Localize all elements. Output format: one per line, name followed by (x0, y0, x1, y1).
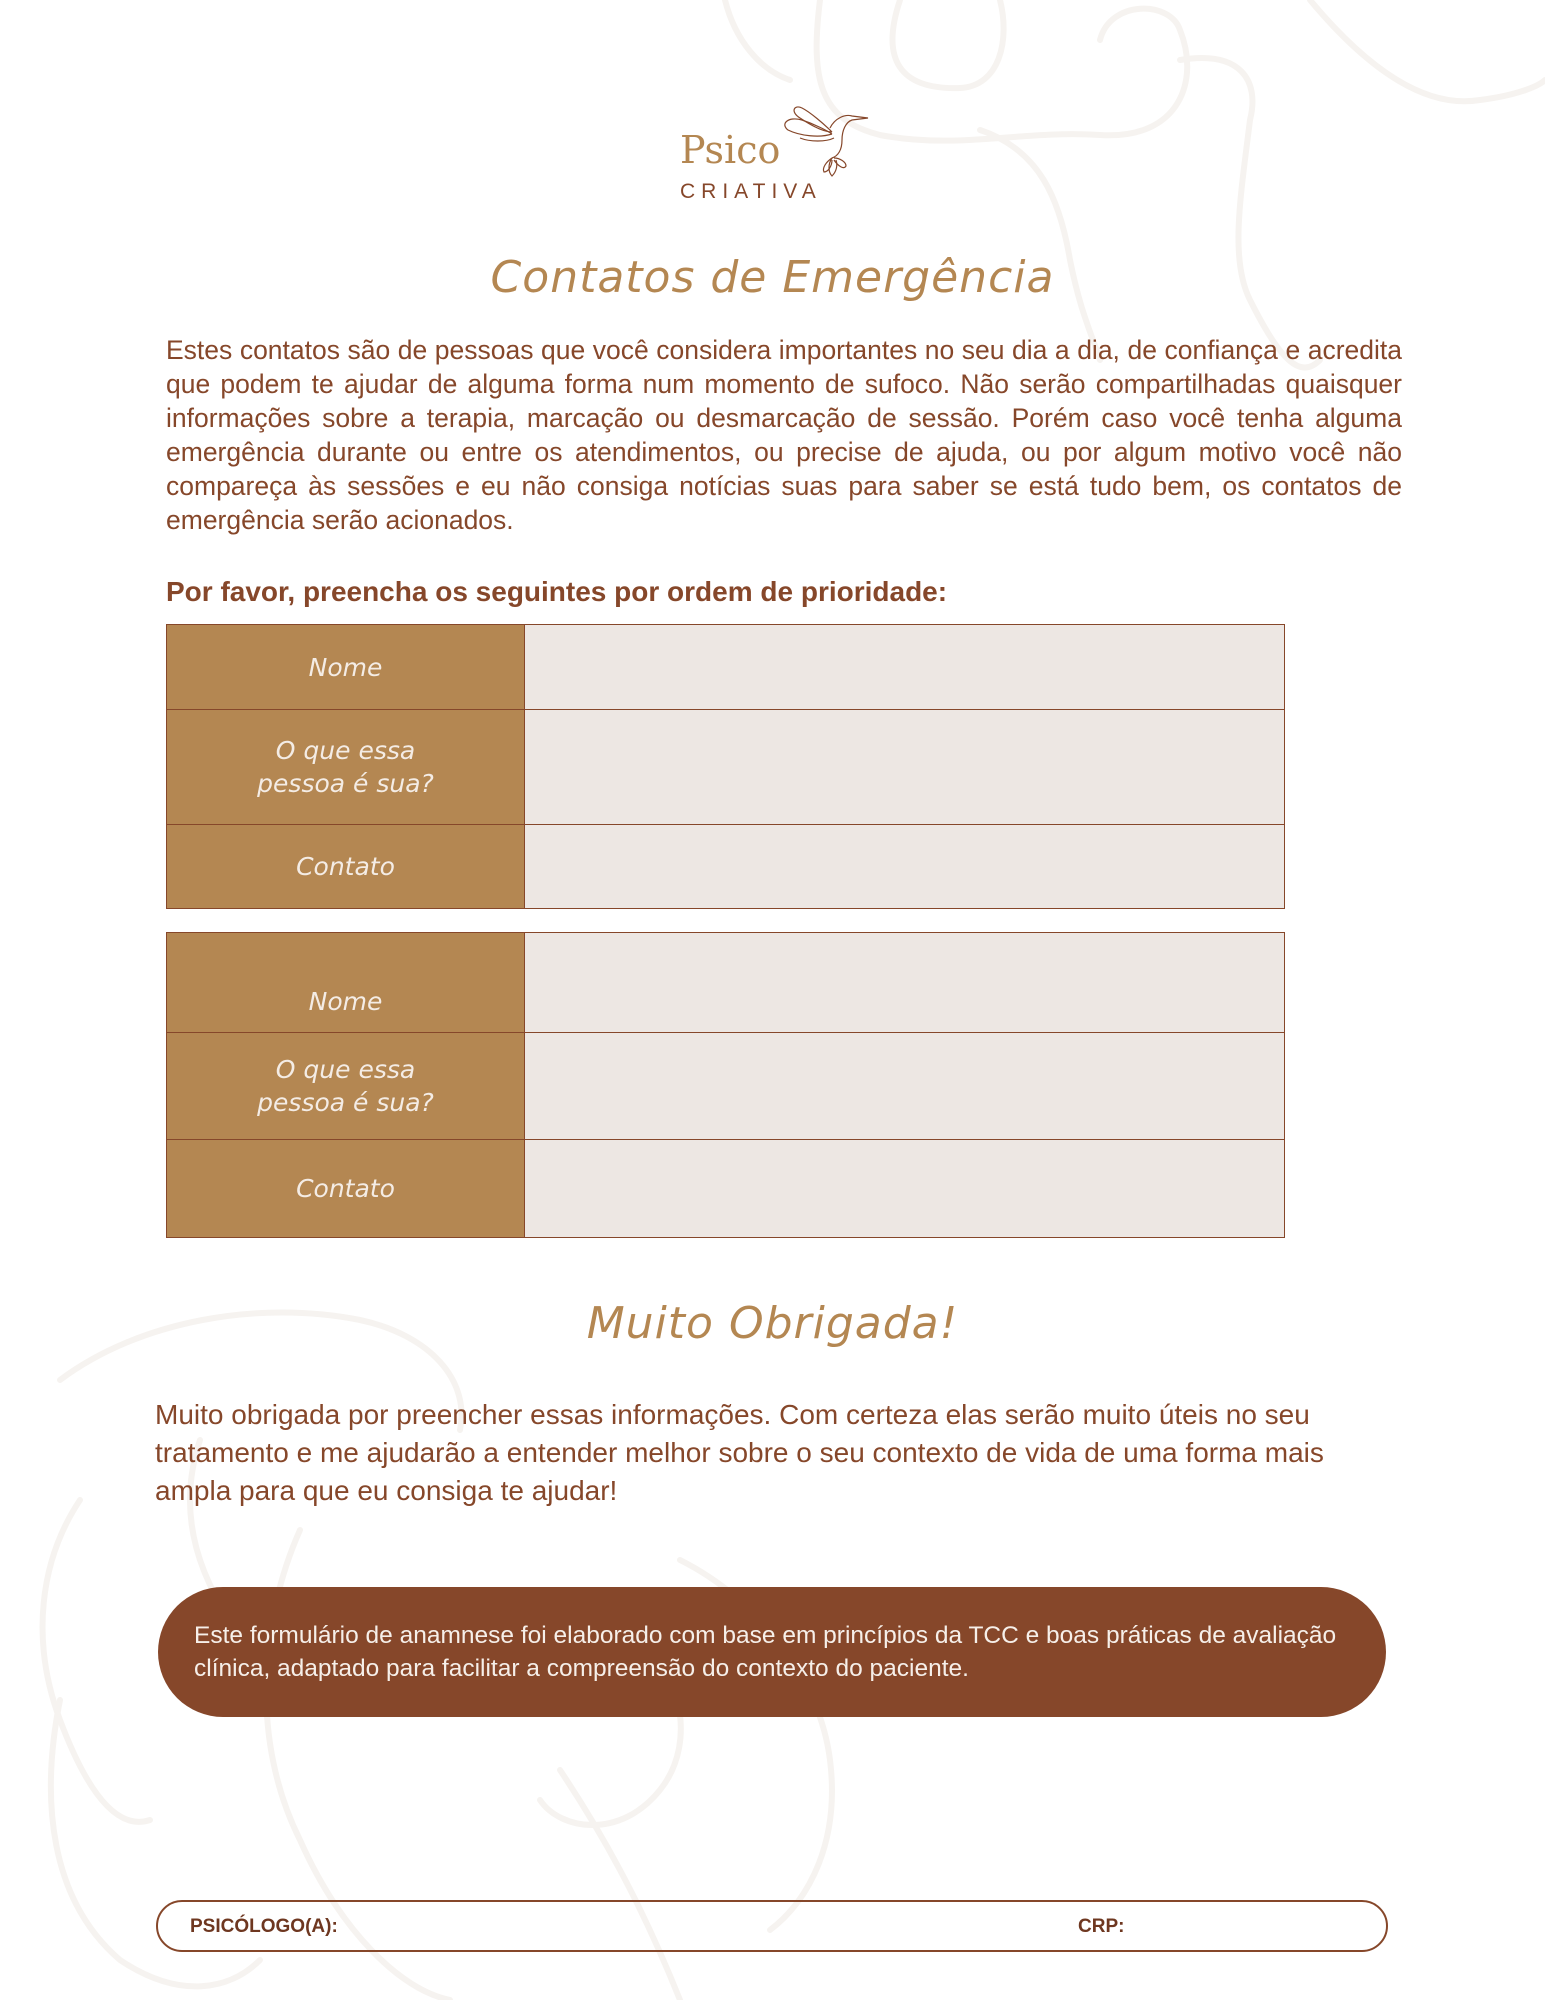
methodology-note-text: Este formulário de anamnese foi elaborado com base em princípios da TCC e boas práticas de avaliação clínica, adaptado para facilitar a compreensão do contexto do paciente. (194, 1622, 1337, 1682)
thanks-paragraph: Muito obrigada por preencher essas informações. Com certeza elas serão muito úteis no seu tratamento e me ajudarão a entender melhor sobre o seu contexto de vida de uma forma mais ampla para que eu consiga te ajudar! (155, 1399, 1324, 1506)
contact-2-name-input[interactable] (525, 933, 1284, 1032)
field-label-contact: Contato (167, 825, 525, 908)
page-title: Contatos de Emergência (490, 252, 1055, 303)
brand-logo (680, 98, 880, 208)
emergency-contact-table-1 (166, 624, 1285, 909)
logo-wordmark-psico: Psico (680, 128, 781, 172)
contact-2-phone-input[interactable] (525, 1140, 1284, 1237)
table-row-relationship (167, 710, 1284, 825)
psychologist-label: PSICÓLOGO(A): (190, 1916, 338, 1937)
contact-1-name-input[interactable] (525, 625, 1284, 709)
table-row-name (167, 625, 1284, 710)
table-row-relationship (167, 1033, 1284, 1140)
hummingbird-icon (780, 98, 870, 178)
field-label-name: Nome (167, 625, 525, 709)
methodology-note-banner (158, 1587, 1386, 1717)
logo-wordmark-criativa: CRIATIVA (680, 180, 822, 203)
table-row-contact (167, 825, 1284, 908)
emergency-contact-table-2 (166, 932, 1285, 1238)
table-row-name (167, 933, 1284, 1033)
field-label-name: Nome (167, 933, 525, 1032)
thanks-heading: Muito Obrigada! (586, 1298, 959, 1349)
intro-paragraph: Estes contatos são de pessoas que você considera importantes no seu dia a dia, de confiança e acredita que podem te ajudar de alguma forma num momento de sufoco. Não serão compartilhadas quaisquer informações sobre a terapia, marcação ou desmarcação de sessão. Porém caso você tenha alguma emergência durante ou entre os atendimentos, ou precise de ajuda, ou por algum motivo você não compareça às sessões e eu não consiga notícias suas para saber se está tudo bem, os contatos de emergência serão acionados. (166, 335, 1402, 535)
crp-label: CRP: (1078, 1916, 1125, 1937)
contact-1-relationship-input[interactable] (525, 710, 1284, 824)
field-label-contact: Contato (167, 1140, 525, 1237)
contact-2-relationship-input[interactable] (525, 1033, 1284, 1139)
field-label-relationship: O que essa pessoa é sua? (167, 710, 525, 824)
form-prompt: Por favor, preencha os seguintes por ordem de prioridade: (166, 576, 948, 607)
contact-1-phone-input[interactable] (525, 825, 1284, 908)
table-row-contact (167, 1140, 1284, 1237)
field-label-relationship: O que essa pessoa é sua? (167, 1033, 525, 1139)
psychologist-signature-field[interactable] (156, 1900, 1388, 1952)
